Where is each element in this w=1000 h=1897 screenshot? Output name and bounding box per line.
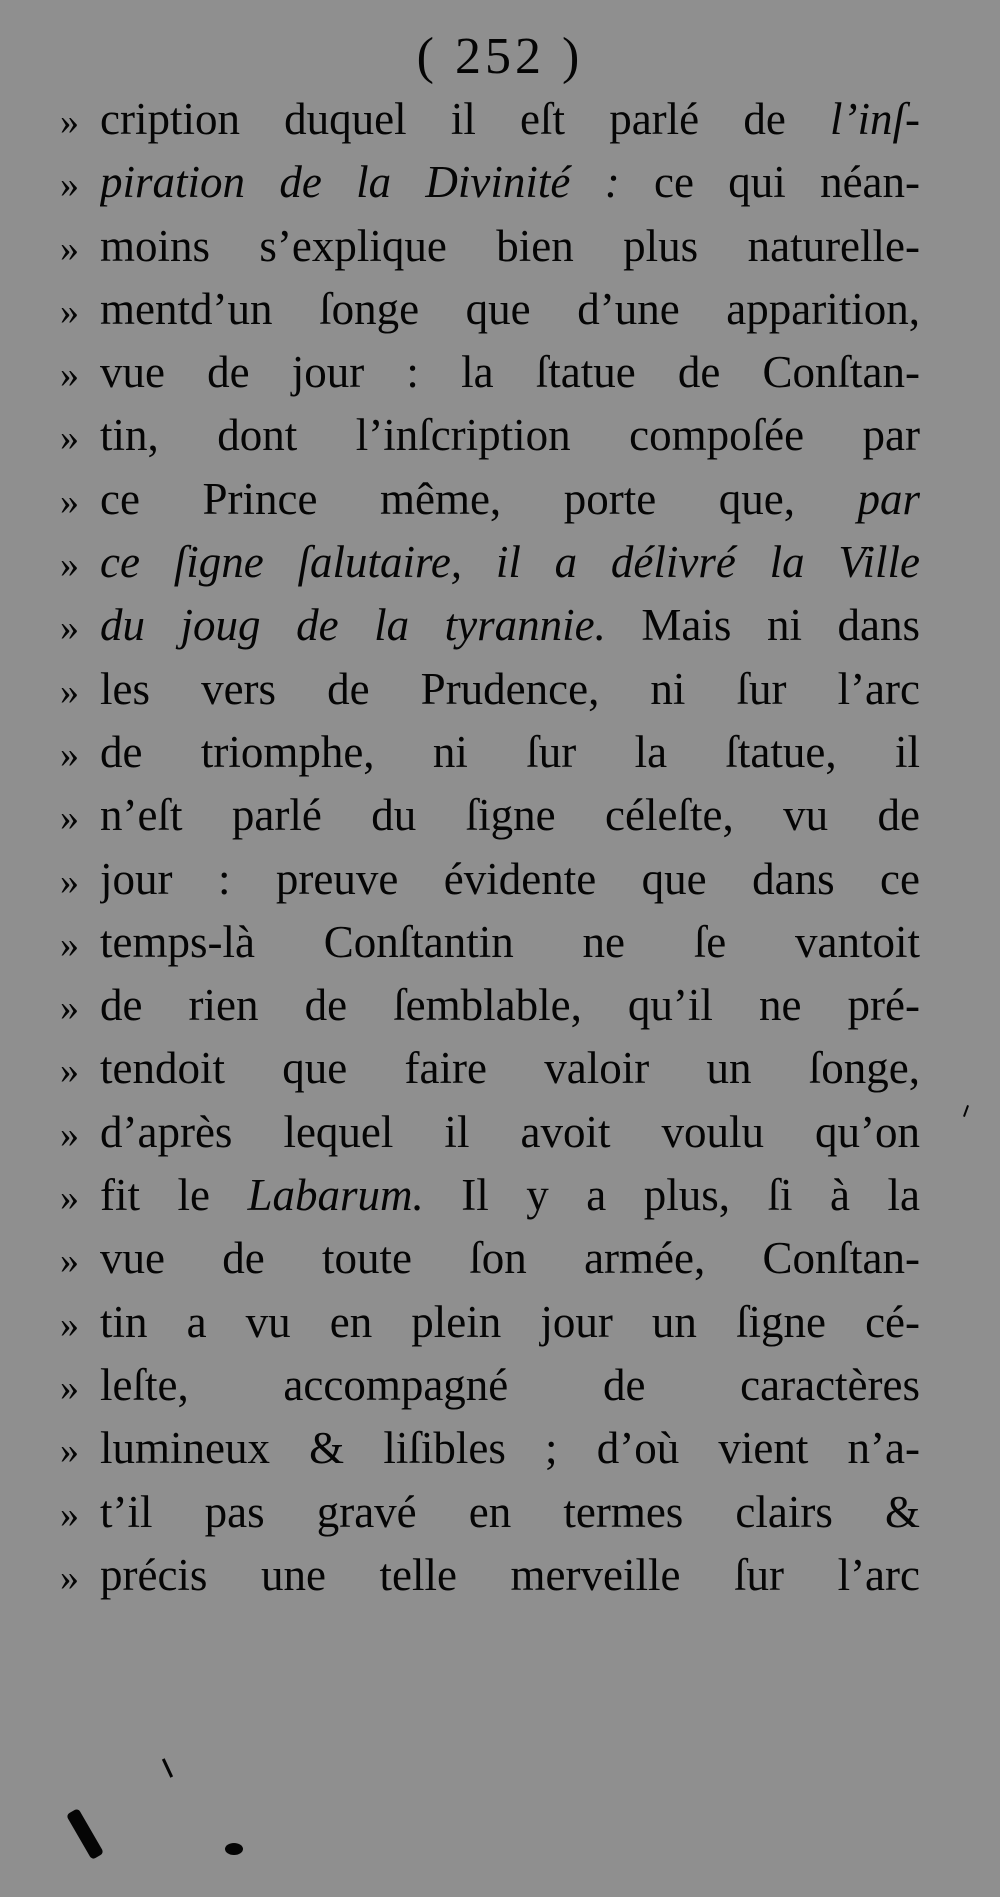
- text-line: [60, 1354, 920, 1417]
- line-text: [100, 911, 920, 974]
- line-text: [100, 594, 920, 657]
- quotation-mark: »: [60, 1113, 79, 1156]
- line-text: [100, 468, 920, 531]
- italic-text-segment: ce ſigne ſalutaire, il a délivré la Ville: [100, 537, 920, 588]
- quotation-mark: »: [60, 987, 79, 1030]
- text-line: [60, 1544, 920, 1607]
- text-segment: jour : preuve évidente que dans ce: [100, 853, 920, 904]
- body-text: [60, 88, 920, 1607]
- text-segment: ce Prince même, porte que,: [100, 473, 858, 524]
- text-line: [60, 1291, 920, 1354]
- text-line: [60, 151, 920, 214]
- quotation-mark: »: [60, 797, 79, 840]
- line-text: [100, 278, 920, 341]
- text-line: [60, 594, 920, 657]
- line-text: [100, 1417, 920, 1480]
- line-text: [100, 151, 920, 214]
- quotation-mark: »: [60, 354, 79, 397]
- italic-text-segment: Labarum.: [247, 1170, 424, 1221]
- quotation-mark: »: [60, 1493, 79, 1536]
- quotation-mark: »: [60, 1050, 79, 1093]
- text-line: [60, 658, 920, 721]
- ink-speck: [963, 1105, 969, 1117]
- line-text: [100, 341, 920, 404]
- quotation-mark: »: [60, 860, 79, 903]
- quotation-mark: »: [60, 733, 79, 776]
- text-segment: tendoit que faire valoir un ſonge,: [100, 1043, 920, 1094]
- italic-text-segment: du joug de la tyrannie.: [100, 600, 606, 651]
- line-text: [100, 1227, 920, 1290]
- quotation-mark: »: [60, 1366, 79, 1409]
- quotation-mark: »: [60, 1303, 79, 1346]
- text-line: [60, 1417, 920, 1480]
- text-line: [60, 404, 920, 467]
- quotation-mark: »: [60, 1177, 79, 1220]
- quotation-mark: »: [60, 227, 79, 270]
- quotation-mark: »: [60, 1240, 79, 1283]
- line-text: [100, 1101, 920, 1164]
- text-segment: mentd’un ſonge que d’une apparition,: [100, 283, 920, 334]
- quotation-mark: »: [60, 1556, 79, 1599]
- line-text: [100, 848, 920, 911]
- text-line: [60, 1227, 920, 1290]
- text-line: [60, 88, 920, 151]
- line-text: [100, 88, 920, 151]
- text-segment: de rien de ſemblable, qu’il ne pré-: [100, 980, 920, 1031]
- text-line: [60, 1037, 920, 1100]
- quotation-mark: »: [60, 101, 79, 143]
- line-text: [100, 1291, 920, 1354]
- text-line: [60, 784, 920, 847]
- text-line: [60, 468, 920, 531]
- ink-speck: [66, 1808, 104, 1860]
- text-segment: d’après lequel il avoit voulu qu’on: [100, 1106, 920, 1157]
- text-segment: leſte, accompagné de caractères: [100, 1359, 920, 1410]
- italic-text-segment: par: [857, 473, 920, 524]
- text-segment: ce qui néan-: [619, 157, 920, 208]
- line-text: [100, 531, 920, 594]
- italic-text-segment: piration de la Divinité :: [100, 157, 620, 208]
- text-line: [60, 974, 920, 1037]
- line-text: [100, 721, 920, 784]
- text-segment: précis une telle merveille ſur l’arc: [100, 1549, 920, 1600]
- text-segment: Mais ni dans: [605, 600, 920, 651]
- page-number: ( 252 ): [416, 28, 584, 85]
- text-segment: de triomphe, ni ſur la ſtatue, il: [100, 726, 920, 777]
- text-line: [60, 911, 920, 974]
- ink-speck: [225, 1843, 243, 1855]
- text-segment: cription duquel il eſt parlé de: [100, 94, 831, 144]
- text-line: [60, 1101, 920, 1164]
- line-text: [100, 1544, 920, 1607]
- text-line: [60, 848, 920, 911]
- line-text: [100, 974, 920, 1037]
- text-segment: vue de jour : la ſtatue de Conſtan-: [100, 347, 920, 398]
- line-text: [100, 404, 920, 467]
- line-text: [100, 1037, 920, 1100]
- line-text: [100, 1354, 920, 1417]
- ink-speck: [162, 1758, 173, 1777]
- text-line: [60, 341, 920, 404]
- quotation-mark: »: [60, 164, 79, 207]
- quotation-mark: »: [60, 670, 79, 713]
- line-text: [100, 1481, 920, 1544]
- text-segment: les vers de Prudence, ni ſur l’arc: [100, 663, 920, 714]
- text-line: [60, 531, 920, 594]
- line-text: [100, 784, 920, 847]
- quotation-mark: »: [60, 417, 79, 460]
- text-segment: fit le: [100, 1170, 248, 1221]
- text-segment: lumineux & liſibles ; d’où vient n’a-: [100, 1423, 920, 1474]
- quotation-mark: »: [60, 480, 79, 523]
- text-segment: t’il pas gravé en termes clairs &: [100, 1486, 920, 1537]
- line-text: [100, 215, 920, 278]
- line-text: [100, 1164, 920, 1227]
- text-line: [60, 721, 920, 784]
- text-segment: tin, dont l’inſcription compoſée par: [100, 410, 920, 461]
- quotation-mark: »: [60, 1430, 79, 1473]
- text-segment: temps-là Conſtantin ne ſe vantoit: [100, 916, 920, 967]
- line-text: [100, 658, 920, 721]
- quotation-mark: »: [60, 923, 79, 966]
- text-segment: n’eſt parlé du ſigne céleſte, vu de: [100, 790, 920, 841]
- text-line: [60, 278, 920, 341]
- text-line: [60, 1164, 920, 1227]
- italic-text-segment: l’inſ-: [830, 94, 920, 144]
- text-segment: vue de toute ſon armée, Conſtan-: [100, 1233, 920, 1284]
- text-line: [60, 1481, 920, 1544]
- text-line: [60, 215, 920, 278]
- text-segment: Il y a plus, ſi à la: [423, 1170, 920, 1221]
- quotation-mark: »: [60, 607, 79, 650]
- quotation-mark: »: [60, 544, 79, 587]
- quotation-mark: »: [60, 290, 79, 333]
- text-segment: tin a vu en plein jour un ſigne cé-: [100, 1296, 920, 1347]
- text-segment: moins s’explique bien plus naturelle-: [100, 220, 920, 271]
